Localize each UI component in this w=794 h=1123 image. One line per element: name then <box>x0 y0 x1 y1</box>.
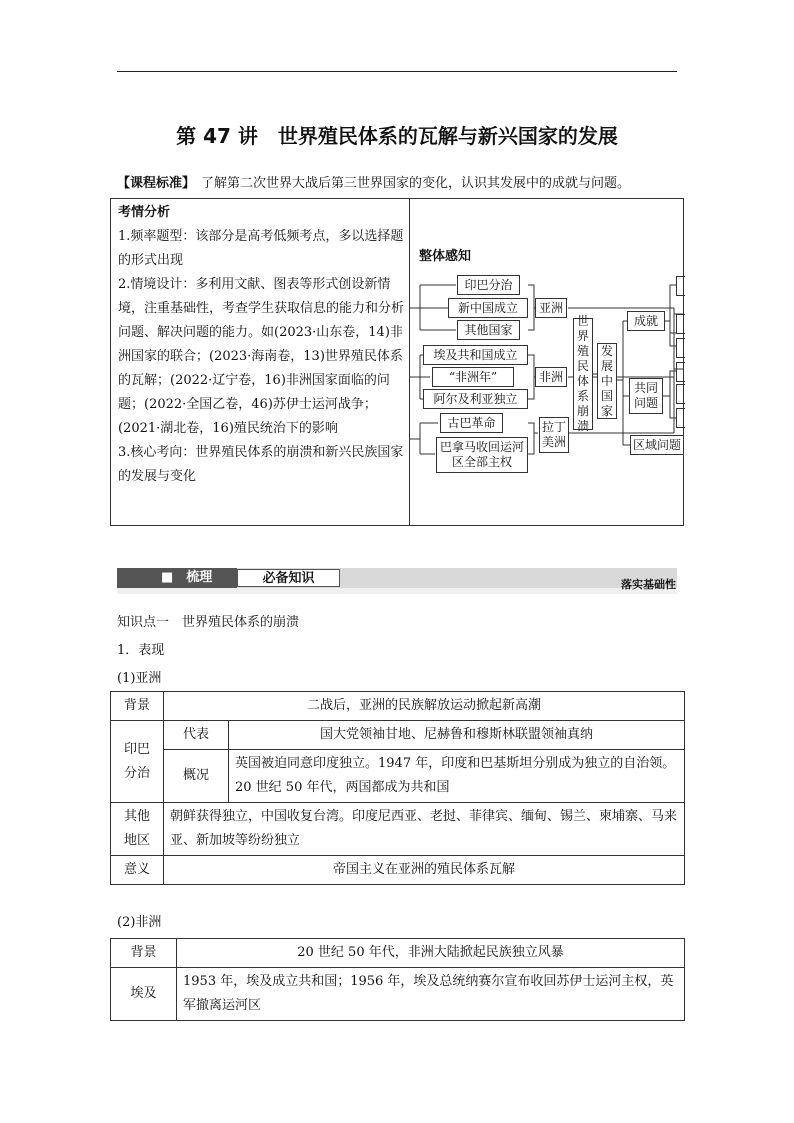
table-row <box>111 750 685 803</box>
cell: 二战后，亚洲的民族解放运动掀起新高潮 <box>164 692 685 721</box>
standard-label: 【课程标准】 <box>117 176 196 191</box>
mm-result-1: 成就 <box>627 311 665 331</box>
section-band-shadow <box>117 588 677 594</box>
mm-africa-item-1: 埃及共和国成立 <box>423 345 528 365</box>
mm-asia-item-3: 其他国家 <box>457 320 520 340</box>
analysis-text <box>118 201 404 489</box>
band-mid: 必备知识 <box>237 569 340 587</box>
table-row <box>111 692 685 721</box>
analysis-p2: 2.情境设计：多利用文献、图表等形式创设新情境，注重基础性，考查学生获取信息的能力和分析问题、解决问题的能力。如(2023·山东卷，14)非洲国家的联合；(2023·海南卷，13)世界殖民体系的瓦解；(2022·辽宁卷，16)非洲国家面临的问题；(2022·全国乙卷，46)苏伊士运河战争；(2021·湖北卷，16)殖民统治下的影响 <box>118 277 405 436</box>
cell: 20 世纪 50 年代，非洲大陆掀起民族独立风暴 <box>177 939 685 968</box>
mm-cutoff-boxes <box>676 276 684 436</box>
cell: 代表 <box>164 721 229 750</box>
header-rule <box>117 71 677 72</box>
cell: 埃及 <box>111 968 177 1021</box>
africa-table <box>110 938 685 1021</box>
cell: 意义 <box>111 856 164 885</box>
band-left-label: ■ 梳理 <box>161 570 213 585</box>
mm-collapse-label: 世界殖民体系崩溃 <box>573 318 593 430</box>
cell: 其他地区 <box>111 803 164 856</box>
asia-label: (1)亚洲 <box>117 671 162 686</box>
sub-heading-1: 1．表现 <box>117 643 165 658</box>
page-title: 第 47 讲 世界殖民体系的瓦解与新兴国家的发展 <box>176 124 618 148</box>
cell: 朝鲜获得独立，中国收复台湾。印度尼西亚、老挝、菲律宾、缅甸、锡兰、柬埔寨、马来亚、新加坡等纷纷独立 <box>164 803 685 856</box>
mm-africa: 非洲 <box>535 367 567 387</box>
analysis-heading: 考情分析 <box>118 205 171 220</box>
mindmap-title: 整体感知 <box>419 249 472 264</box>
band-left <box>117 568 237 588</box>
cell: 背景 <box>111 692 164 721</box>
cell: 帝国主义在亚洲的殖民体系瓦解 <box>164 856 685 885</box>
knowledge-point-1: 知识点一 世界殖民体系的崩溃 <box>117 615 300 630</box>
mm-result-3: 区域问题 <box>630 435 684 455</box>
mm-asia-item-1: 印巴分治 <box>457 275 520 295</box>
mm-asia-item-2: 新中国成立 <box>448 298 528 318</box>
analysis-p3: 3.核心考向：世界殖民体系的崩溃和新兴民族国家的发展与变化 <box>118 445 404 484</box>
mm-asia: 亚洲 <box>535 298 567 318</box>
mm-latam-item-1: 古巴革命 <box>440 413 503 433</box>
mm-africa-item-2: “非洲年” <box>432 367 514 387</box>
mm-africa-item-3: 阿尔及利亚独立 <box>423 389 528 409</box>
mm-latam: 拉丁美洲 <box>539 417 569 453</box>
cell: 背景 <box>111 939 177 968</box>
mindmap <box>410 199 683 525</box>
table-row <box>111 968 685 1021</box>
band-right: 落实基础性 <box>621 578 676 591</box>
mm-latam-item-2: 巴拿马收回运河区全部主权 <box>436 437 528 473</box>
cell: 国大党领袖甘地、尼赫鲁和穆斯林联盟领袖真纳 <box>229 721 685 750</box>
table-row <box>111 803 685 856</box>
asia-table <box>110 691 685 885</box>
table-row <box>111 939 685 968</box>
course-standard <box>117 172 630 191</box>
cell: 1953 年，埃及成立共和国；1956 年，埃及总统纳赛尔宣布收回苏伊士运河主权，英军撤离运河区 <box>177 968 685 1021</box>
cell: 印巴分治 <box>111 721 164 803</box>
africa-label: (2)非洲 <box>117 915 162 930</box>
analysis-p1: 1.频率题型：该部分是高考低频考点，多以选择题的形式出现 <box>118 229 404 268</box>
standard-text: 了解第二次世界大战后第三世界国家的变化，认识其发展中的成就与问题。 <box>201 176 631 191</box>
cell: 英国被迫同意印度独立。1947 年，印度和巴基斯坦分别成为独立的自治领。20 世纪 50 年代，两国都成为共和国 <box>229 750 685 803</box>
cell: 概况 <box>164 750 229 803</box>
mm-develop-label: 发展中国家 <box>597 343 617 419</box>
table-row <box>111 721 685 750</box>
mm-result-2: 共同问题 <box>629 378 663 414</box>
table-row <box>111 856 685 885</box>
